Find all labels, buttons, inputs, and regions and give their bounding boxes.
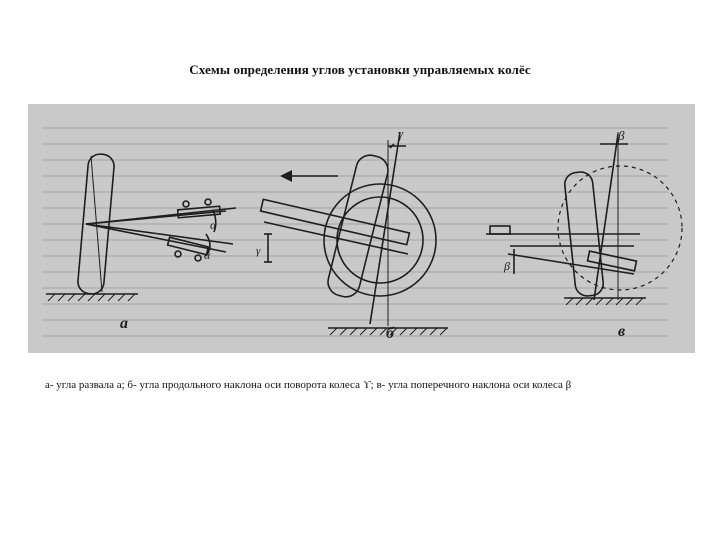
panel-b-angle-symbol-top: γ bbox=[398, 126, 404, 141]
panel-a-angle-symbol-1: α bbox=[210, 218, 217, 232]
angle-diagram-figure bbox=[28, 104, 695, 353]
panel-c-angle-symbol-top: β bbox=[618, 128, 625, 143]
panel-b-label: б bbox=[386, 325, 394, 342]
page-title: Схемы определения углов установки управляемых колёс bbox=[189, 62, 531, 77]
panel-c-diagram bbox=[486, 132, 682, 305]
panel-b-angle-symbol-left: γ bbox=[256, 245, 261, 257]
panel-a-angle-symbol-2: α bbox=[204, 248, 211, 262]
panel-a-label: а bbox=[120, 315, 128, 332]
panel-c-label: в bbox=[618, 323, 626, 340]
panel-c-angle-symbol-left: β bbox=[504, 259, 510, 273]
arrow-left-icon bbox=[280, 170, 292, 182]
figure-caption: а- угла развала а; б- угла продольного наклона оси поворота колеса ϒ; в- угла поперечного наклона оси колеса β bbox=[45, 379, 572, 391]
